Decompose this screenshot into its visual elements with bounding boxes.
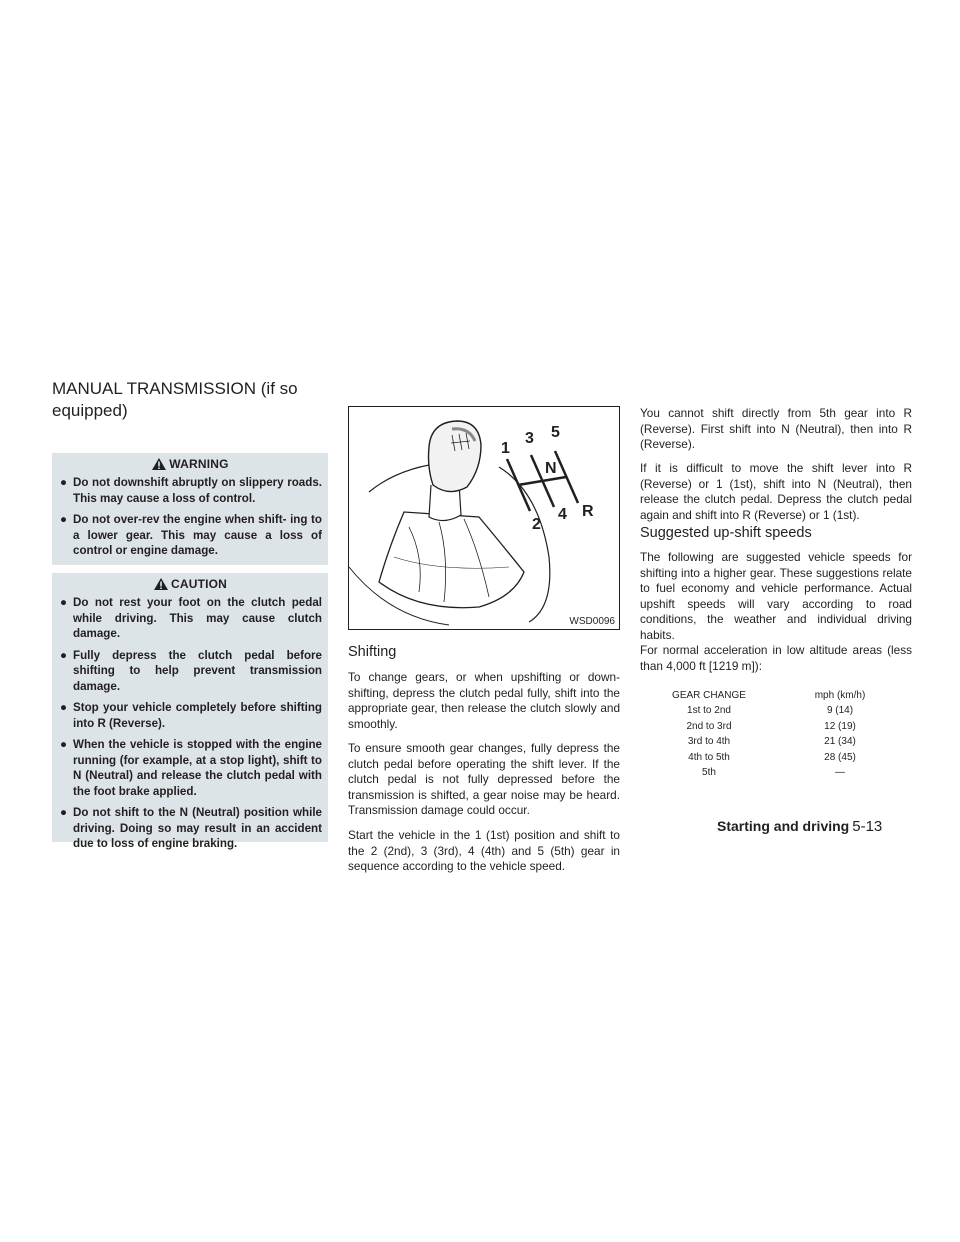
altitude-note-paragraph: For normal acceleration in low altitude areas (less than 4,000 ft [1219 m]): [640,643,912,673]
upshift-intro-paragraph: The following are suggested vehicle speeds for shifting into a higher gear. These suggestions relate to fuel economy and vehicle performance. Actual upshift speeds will vary according to road conditions, the weather and individual driving habits. [640,550,912,642]
bullet: ● [60,596,68,609]
caution-box [52,573,328,850]
table-cell: 5th [702,767,716,779]
table-header: mph (km/h) [814,690,866,701]
list-item [60,475,322,506]
reverse-shift-paragraph: You cannot shift directly from 5th gear into R (Reverse). First shift into N (Neutral), then into R (Reverse). [640,406,912,452]
gear-shift-illustration [349,407,619,629]
table-cell: 4th to 5th [688,751,730,763]
table-row [650,734,912,749]
bullet: ● [60,648,68,662]
table-cell: 3rd to 4th [687,736,731,748]
list-item [60,648,322,695]
shift-gate-lines [507,451,578,511]
caution-item-text: Stop your vehicle completely before shifting into R (Reverse). [73,701,322,730]
shift-pattern-figure [348,406,620,630]
caution-item-text: Fully depress the clutch pedal before shifting to help prevent transmission damage. [73,648,322,693]
list-item [60,805,322,852]
table-cell: 9 (14) [826,705,854,717]
list-item [60,595,322,642]
gear-label-reverse: R [582,503,594,520]
upshift-speed-table [650,688,912,780]
table-cell: 12 (19) [824,720,856,732]
chapter-name: Starting and driving [717,818,850,834]
table-row [650,750,912,765]
warning-item-text: Do not over-rev the engine when shift- ing to a lower gear. This may cause a loss of control or engine damage. [73,513,322,557]
difficult-shift-paragraph: If it is difficult to move the shift lever into R (Reverse) or 1 (1st), shift into N (Neutral), then release the clutch pedal. Depress the clutch pedal again and shift into R (Reverse) or 1 (1st). [640,461,912,522]
bullet: ● [60,806,68,819]
gear-label-1: 1 [501,440,510,457]
page-number: 5-13 [852,818,883,835]
section-title: MANUAL TRANSMISSION (if so equipped) [52,379,298,420]
shifting-heading: Shifting [348,644,397,660]
caution-header [52,573,328,595]
gear-label-5: 5 [551,424,560,441]
bullet: ● [60,738,68,751]
shifting-paragraph-3: Start the vehicle in the 1 (1st) position and shift to the 2 (2nd), 3 (3rd), 4 (4th) and 5 (5th) gear in sequence according to the vehicle speed. [348,828,620,874]
caution-triangle-icon [153,577,169,591]
warning-triangle-icon [151,457,167,471]
caution-item-text: Do not shift to the N (Neutral) position while driving. Doing so may result in an accident due to loss of engine braking. [73,806,322,850]
warning-heading: WARNING [169,457,229,471]
list-item [60,700,322,731]
table-cell: 21 (34) [824,736,856,748]
list-item [60,512,322,559]
table-cell: 28 (45) [824,751,856,763]
table-cell: 1st to 2nd [687,705,731,717]
page-footer [717,818,927,835]
gear-label-neutral: N [545,460,557,477]
caution-item-text: Do not rest your foot on the clutch pedal while driving. This may cause clutch damage. [73,596,322,640]
table-cell: 2nd to 3rd [686,720,732,732]
table-row [650,703,912,718]
list-item [60,737,322,799]
gear-label-3: 3 [525,430,534,447]
bullet: ● [60,701,68,714]
shifting-paragraph-1: To change gears, or when upshifting or down- shifting, depress the clutch pedal fully, shift into the appropriate gear, then release the clutch slowly and smoothly. [348,670,620,731]
bullet: ● [60,513,68,526]
upshift-heading: Suggested up-shift speeds [640,525,812,541]
table-row [650,765,912,780]
table-header-row [650,688,912,703]
warning-box [52,453,328,565]
bullet: ● [60,476,68,489]
table-row [650,719,912,734]
table-cell: — [835,767,845,779]
caution-list [52,595,328,852]
gear-label-2: 2 [532,516,541,533]
table-header: GEAR CHANGE [672,690,746,701]
caution-item-text: When the vehicle is stopped with the engine running (for example, at a stop light), shift to N (Neutral) and release the clutch pedal with the foot brake applied. [73,738,322,798]
warning-header [52,453,328,475]
gear-label-4: 4 [558,506,567,523]
warning-item-text: Do not downshift abruptly on slippery roads. This may cause a loss of control. [73,476,322,505]
shifting-paragraph-2: To ensure smooth gear changes, fully depress the clutch pedal before operating the shift lever. If the clutch pedal is not fully depressed before the transmission is shifted, a gear noise may be heard. Transmission damage could occur. [348,741,620,818]
figure-code: WSD0096 [569,616,615,627]
warning-list [52,475,328,559]
caution-heading: CAUTION [170,577,228,591]
